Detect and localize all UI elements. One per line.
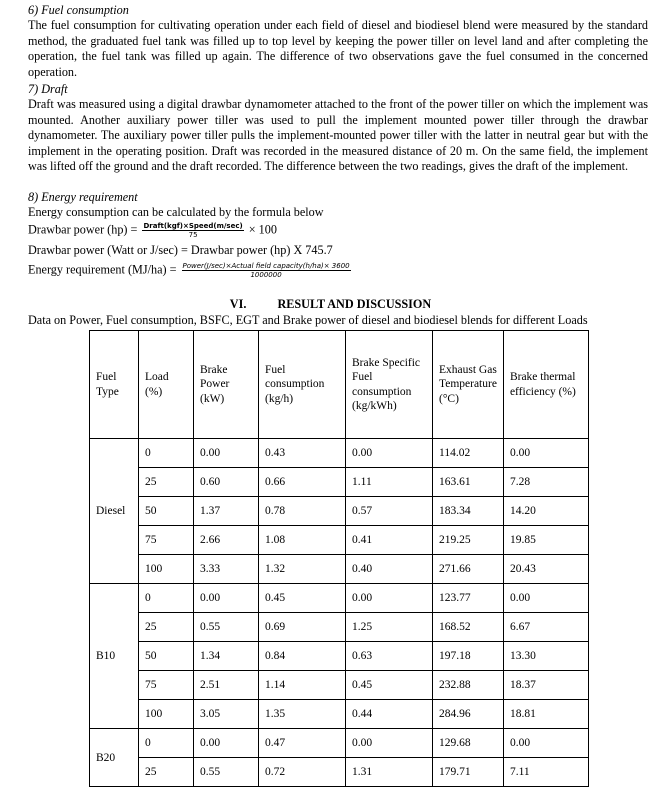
draft-heading: 7) Draft (28, 82, 68, 96)
brake-power-cell: 0.00 (194, 729, 259, 758)
bte-cell: 0.00 (503, 584, 588, 613)
table-row (90, 439, 589, 468)
egt-cell: 114.02 (433, 439, 504, 468)
table-body (90, 439, 589, 787)
bsfc-cell: 0.41 (346, 526, 433, 555)
formula-drawbar-hp (28, 222, 277, 239)
table-row (90, 555, 589, 584)
formula-energy-fraction (182, 262, 351, 279)
table-row (90, 497, 589, 526)
bsfc-cell: 0.00 (346, 729, 433, 758)
formula-drawbar-hp-denominator: 75 (188, 231, 198, 239)
fuel-consumption-cell: 0.47 (259, 729, 346, 758)
load-cell: 50 (139, 642, 194, 671)
bte-cell: 13.30 (503, 642, 588, 671)
egt-cell: 179.71 (433, 758, 504, 787)
bte-cell: 7.11 (503, 758, 588, 787)
bte-cell: 0.00 (503, 439, 588, 468)
table-row (90, 671, 589, 700)
egt-cell: 123.77 (433, 584, 504, 613)
brake-power-cell: 0.60 (194, 468, 259, 497)
egt-cell: 284.96 (433, 700, 504, 729)
egt-cell: 168.52 (433, 613, 504, 642)
bte-cell: 0.00 (503, 729, 588, 758)
table-header-row (90, 331, 589, 439)
egt-cell: 232.88 (433, 671, 504, 700)
load-cell: 0 (139, 584, 194, 613)
fuel-consumption-cell: 0.69 (259, 613, 346, 642)
bte-cell: 19.85 (503, 526, 588, 555)
brake-power-cell: 1.37 (194, 497, 259, 526)
fuel-consumption-cell: 0.66 (259, 468, 346, 497)
bsfc-cell: 0.57 (346, 497, 433, 526)
fuel-type-cell: Diesel (90, 439, 139, 584)
header-bsfc: Brake Specific Fuel consumption (kg/kWh) (346, 331, 433, 439)
table-row (90, 526, 589, 555)
bsfc-cell: 0.45 (346, 671, 433, 700)
load-cell: 25 (139, 758, 194, 787)
bte-cell: 6.67 (503, 613, 588, 642)
load-cell: 0 (139, 439, 194, 468)
table-caption: Data on Power, Fuel consumption, BSFC, EGT and Brake power of diesel and biodiesel blends for different Loads (28, 313, 588, 327)
brake-power-cell: 1.34 (194, 642, 259, 671)
bsfc-cell: 0.00 (346, 439, 433, 468)
fuel-consumption-cell: 0.45 (259, 584, 346, 613)
fuel-consumption-cell: 0.78 (259, 497, 346, 526)
brake-power-cell: 2.51 (194, 671, 259, 700)
table-row (90, 642, 589, 671)
energy-intro: Energy consumption can be calculated by the formula below (28, 205, 324, 219)
fuel-consumption-paragraph: The fuel consumption for cultivating operation under each field of diesel and biodiesel blend were measured by the standard method, the graduated fuel tank was filled up to top level by keeping the power tiller on level land and after completing the operation, the fuel tank was filled up again. The difference of two observations gave the fuel consumed in the concerned operation. (28, 18, 648, 79)
formula-drawbar-hp-lhs: Drawbar power (hp) = (28, 222, 138, 237)
load-cell: 75 (139, 526, 194, 555)
bsfc-cell: 1.31 (346, 758, 433, 787)
formula-drawbar-hp-rhs: × 100 (248, 222, 277, 237)
brake-power-cell: 0.00 (194, 584, 259, 613)
bsfc-cell: 0.00 (346, 584, 433, 613)
load-cell: 50 (139, 497, 194, 526)
bsfc-cell: 1.25 (346, 613, 433, 642)
header-fuel-type: Fuel Type (90, 331, 139, 439)
bte-cell: 18.81 (503, 700, 588, 729)
section-title-text: RESULT AND DISCUSSION (277, 297, 432, 311)
draft-paragraph: Draft was measured using a digital drawbar dynamometer attached to the front of the power tiller on which the implement was mounted. Another auxiliary power tiller was used to pull the implement mounted power tiller through the drawbar dynamometer. The auxiliary power tiller pulls the implement-mounted power tiller with the latter in neutral gear but with the implement in the operating position. Draft was recorded in the measured distance of 20 m. On the same field, the implement was lifted off the ground and the draft recorded. The difference between the two readings, gives the draft of the implement. (28, 97, 648, 174)
section-number: VI. (229, 297, 247, 311)
brake-power-cell: 3.33 (194, 555, 259, 584)
brake-power-cell: 0.55 (194, 613, 259, 642)
bsfc-cell: 1.11 (346, 468, 433, 497)
table-row (90, 468, 589, 497)
table-row (90, 613, 589, 642)
table-row (90, 700, 589, 729)
table-row (90, 758, 589, 787)
header-fuel-consumption: Fuel consumption (kg/h) (259, 331, 346, 439)
formula-energy-lhs: Energy requirement (MJ/ha) = (28, 262, 177, 277)
formula-drawbar-hp-numerator: Draft(kgf)×Speed(m/sec) (143, 222, 243, 230)
fuel-consumption-heading: 6) Fuel consumption (28, 3, 129, 17)
load-cell: 0 (139, 729, 194, 758)
fuel-consumption-cell: 1.14 (259, 671, 346, 700)
load-cell: 100 (139, 555, 194, 584)
bte-cell: 18.37 (503, 671, 588, 700)
bte-cell: 20.43 (503, 555, 588, 584)
egt-cell: 219.25 (433, 526, 504, 555)
fuel-consumption-cell: 0.43 (259, 439, 346, 468)
load-cell: 25 (139, 613, 194, 642)
load-cell: 75 (139, 671, 194, 700)
formula-energy (28, 262, 353, 279)
header-bte: Brake thermal efficiency (%) (503, 331, 588, 439)
egt-cell: 129.68 (433, 729, 504, 758)
formula-energy-denominator: 1000000 (250, 271, 282, 279)
table-row (90, 584, 589, 613)
egt-cell: 271.66 (433, 555, 504, 584)
fuel-consumption-cell: 1.08 (259, 526, 346, 555)
fuel-consumption-cell: 1.35 (259, 700, 346, 729)
egt-cell: 197.18 (433, 642, 504, 671)
brake-power-cell: 2.66 (194, 526, 259, 555)
formula-drawbar-watt: Drawbar power (Watt or J/sec) = Drawbar power (hp) X 745.7 (28, 243, 333, 257)
bte-cell: 7.28 (503, 468, 588, 497)
load-cell: 25 (139, 468, 194, 497)
egt-cell: 183.34 (433, 497, 504, 526)
bsfc-cell: 0.40 (346, 555, 433, 584)
header-egt: Exhaust Gas Temperature (°C) (433, 331, 504, 439)
brake-power-cell: 0.00 (194, 439, 259, 468)
header-load: Load (%) (139, 331, 194, 439)
table-row (90, 729, 589, 758)
fuel-type-cell: B10 (90, 584, 139, 729)
egt-cell: 163.61 (433, 468, 504, 497)
bte-cell: 14.20 (503, 497, 588, 526)
brake-power-cell: 0.55 (194, 758, 259, 787)
section-title (0, 297, 661, 312)
formula-energy-numerator: Power(J/sec)×Actual field capacity(h/ha)× 3600 (182, 262, 350, 270)
fuel-type-cell: B20 (90, 729, 139, 787)
brake-power-cell: 3.05 (194, 700, 259, 729)
energy-requirement-heading: 8) Energy requirement (28, 190, 138, 204)
load-cell: 100 (139, 700, 194, 729)
formula-drawbar-hp-fraction (142, 222, 243, 239)
fuel-consumption-cell: 1.32 (259, 555, 346, 584)
header-brake-power: Brake Power (kW) (194, 331, 259, 439)
bsfc-cell: 0.63 (346, 642, 433, 671)
fuel-consumption-cell: 0.84 (259, 642, 346, 671)
fuel-consumption-cell: 0.72 (259, 758, 346, 787)
results-table (89, 330, 589, 787)
bsfc-cell: 0.44 (346, 700, 433, 729)
